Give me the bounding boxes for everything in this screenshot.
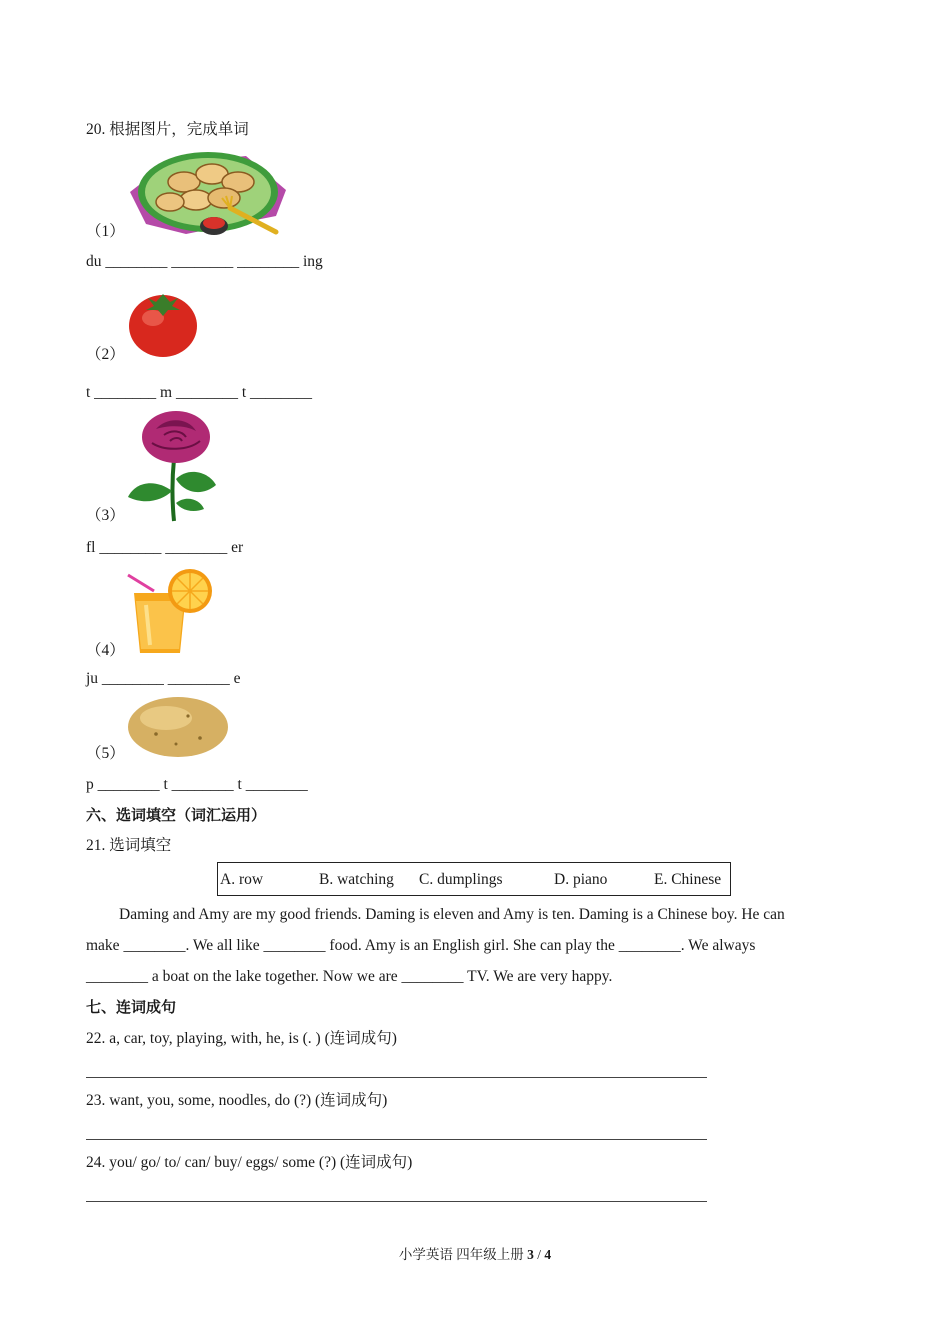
- q23-answer-line[interactable]: [86, 1139, 707, 1140]
- q24-answer-line[interactable]: [86, 1201, 707, 1202]
- option-c: C. dumplings: [419, 871, 503, 888]
- option-a: A. row: [220, 871, 264, 888]
- passage-line-1: Daming and Amy are my good friends. Daming is eleven and Amy is ten. Daming is a Chinese boy. He can: [119, 906, 785, 923]
- footer-separator: /: [533, 1247, 545, 1262]
- section6-heading: 六、选词填空（词汇运用）: [86, 806, 267, 824]
- option-e: E. Chinese: [654, 871, 722, 888]
- q20-item3-pattern: fl ________ ________ er: [86, 539, 244, 556]
- footer-subject: 小学英语 四年级上册: [398, 1247, 528, 1262]
- q22-answer-line[interactable]: [86, 1077, 707, 1078]
- q22-text: 22. a, car, toy, playing, with, he, is (. ) (连词成句): [86, 1030, 397, 1047]
- q21-title: 21. 选词填空: [86, 837, 172, 854]
- potato-image: [126, 694, 230, 760]
- q20-title: 20. 根据图片，完成单词: [86, 121, 249, 138]
- option-b: B. watching: [319, 871, 394, 888]
- footer-page-number: 3: [527, 1247, 534, 1262]
- q23-text: 23. want, you, some, noodles, do (?) (连词成句): [86, 1092, 388, 1109]
- passage-line-3: ________ a boat on the lake together. Now we are ________ TV. We are very happy.: [86, 968, 613, 985]
- q24-text: 24. you/ go/ to/ can/ buy/ eggs/ some (?) (连词成句): [86, 1154, 413, 1171]
- passage: [86, 899, 864, 992]
- footer-page-total: 4: [544, 1247, 552, 1262]
- page-footer: [0, 1245, 950, 1265]
- q20-item2-pattern: t ________ m ________ t ________: [86, 384, 313, 401]
- option-d: D. piano: [554, 871, 608, 888]
- rose-image: [126, 409, 224, 523]
- juice-image: [124, 565, 218, 659]
- q20-item3-label: （3）: [86, 507, 125, 524]
- tomato-image: [126, 286, 200, 360]
- q20-item5-pattern: p ________ t ________ t ________: [86, 776, 308, 793]
- q20-item5-label: （5）: [86, 745, 125, 762]
- q20-item4-pattern: ju ________ ________ e: [86, 670, 241, 687]
- q20-item1-label: （1）: [86, 223, 125, 240]
- q20-item1-pattern: du ________ ________ ________ ing: [86, 253, 323, 270]
- q20-item2-label: （2）: [86, 346, 125, 363]
- q20-item4-label: （4）: [86, 642, 125, 659]
- passage-line-2: make ________. We all like ________ food. Amy is an English girl. She can play the ________. We always: [86, 937, 756, 954]
- dumplings-image: [126, 146, 292, 242]
- word-bank-box: [217, 862, 731, 896]
- section7-heading: 七、连词成句: [86, 998, 177, 1016]
